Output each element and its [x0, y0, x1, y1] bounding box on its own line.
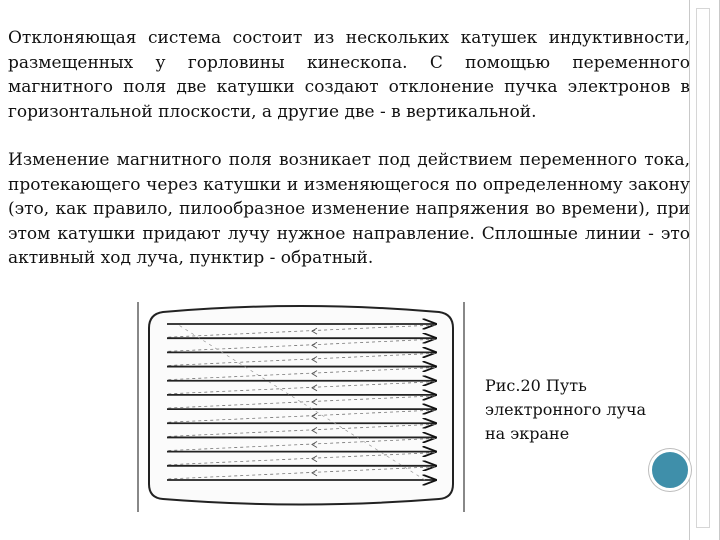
beam-diagram [137, 302, 465, 512]
figure-caption: Рис.20 Путь электронного луча на экране [485, 376, 647, 443]
frame-inner [696, 8, 710, 528]
paragraph-magnetic-field: Изменение магнитного поля возникает под действием переменного тока, протекающего через катушки и изменяющегося по определенному закону (это, как правило, пилообразное изменение напряжения во времени), при этом катушки придают лучу нужное направление. Сплошные линии - это активный ход луча, пунктир - обратный. [8, 150, 690, 268]
paragraph-deflection-system: Отклоняющая система состоит из нескольких катушек индуктивности, размещенных у горловины кинескопа. С помощью переменного магнитного поля две катушки создают отклонение пучка электронов в горизонтальной плоскости, а другие две - в вертикальной. [8, 28, 690, 122]
decorative-circle [649, 449, 691, 491]
electron-beam-path-figure [137, 302, 465, 512]
